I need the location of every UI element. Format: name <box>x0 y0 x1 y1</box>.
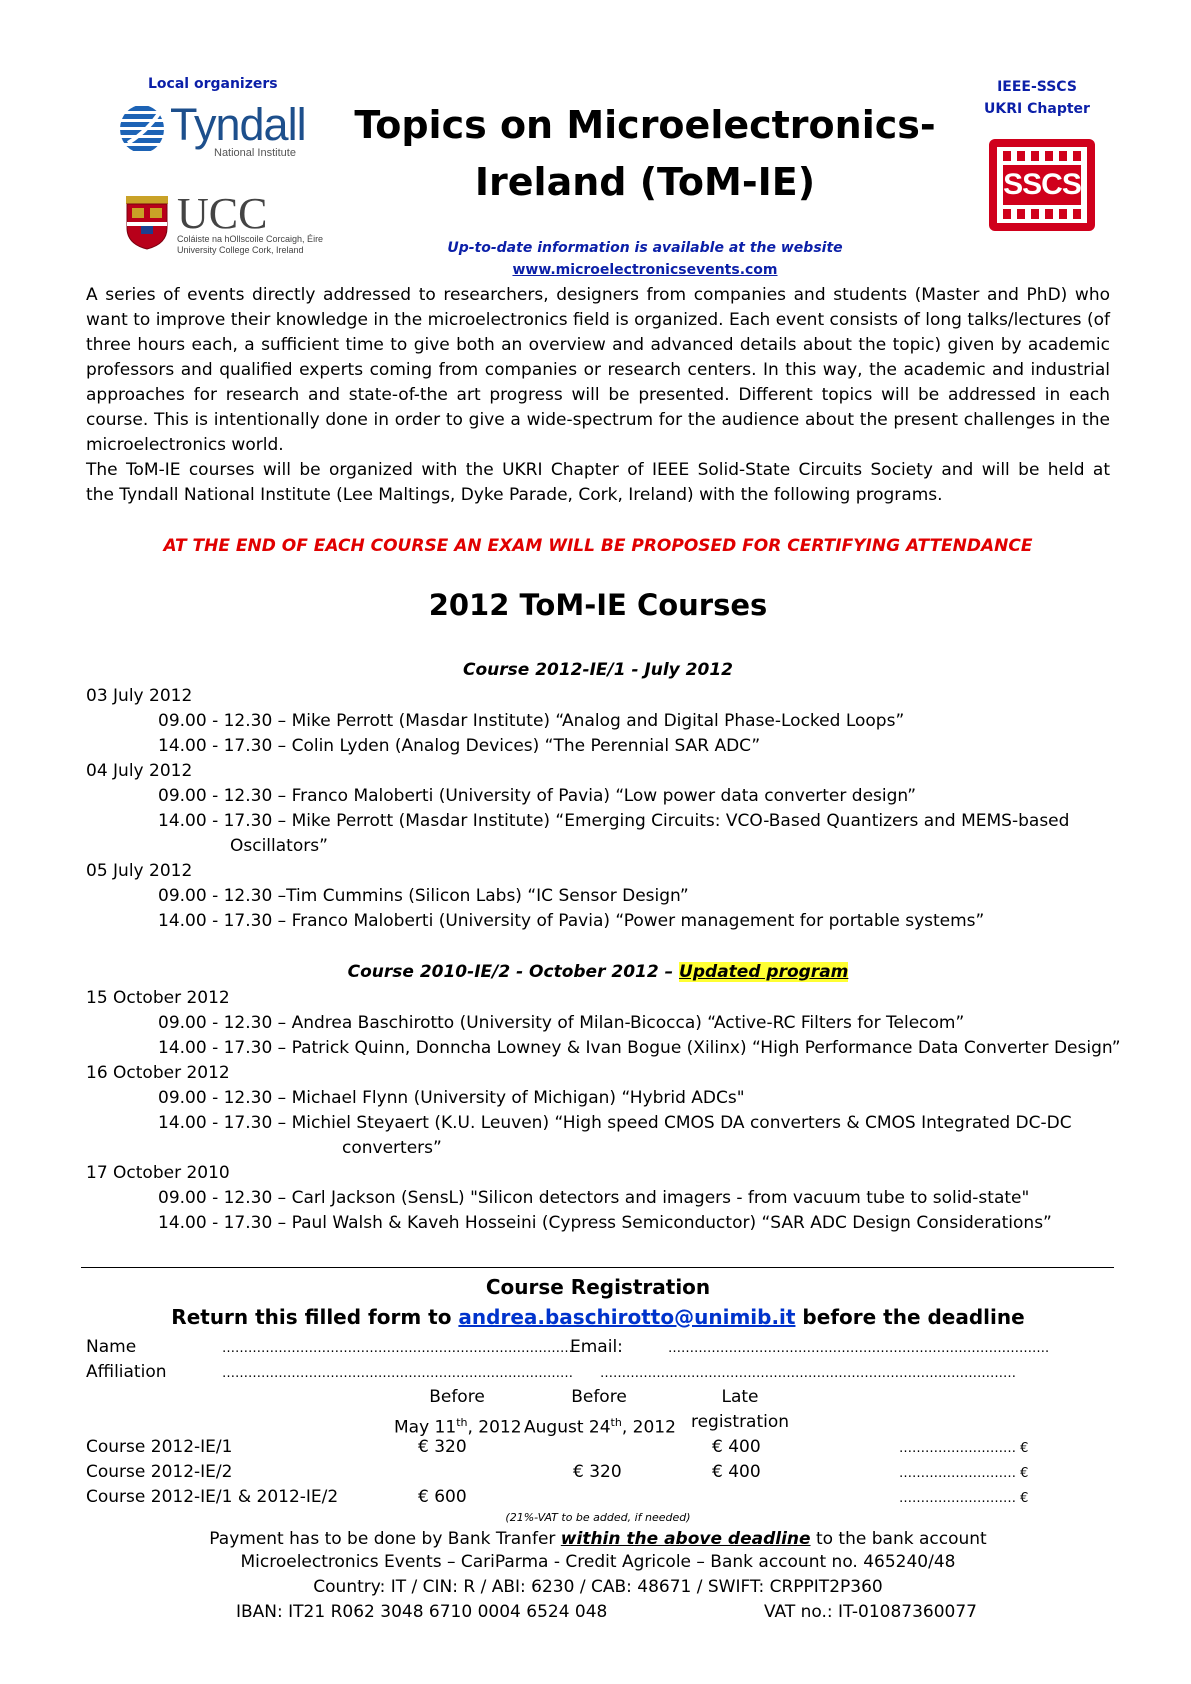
session: 09.00 - 12.30 – Andrea Baschirotto (University of Milan-Bicocca) “Active-RC Filters for Telecom” <box>158 1013 965 1033</box>
intro-line: course. This is intentionally done in order to give a wide-spectrum for the audience about the present challenges in the <box>86 410 1110 430</box>
divider <box>81 1267 1114 1268</box>
updated-program-highlight: Updated program <box>679 962 849 982</box>
session: 09.00 - 12.30 – Carl Jackson (SensL) "Silicon detectors and imagers - from vacuum tube to solid-state" <box>158 1188 1030 1208</box>
return-text: Return this filled form to <box>171 1305 459 1329</box>
intro-line: The ToM-IE courses will be organized with the UKRI Chapter of IEEE Solid-State Circuits Society and will be held at <box>86 460 1110 480</box>
session-continuation: converters” <box>342 1138 442 1158</box>
col-before-august-label <box>524 1385 674 1441</box>
course2-schedule <box>86 986 1126 1236</box>
intro-line: approaches for research and state-of-the art progress will be presented. Different topics will be addressed in each <box>86 385 1110 405</box>
tyndall-wordmark: Tyndall <box>170 99 306 150</box>
email-field[interactable]: ……………………………………………………………………………. <box>668 1341 1050 1356</box>
fee-row-label: Course 2012-IE/1 <box>86 1437 233 1457</box>
fee-total-field[interactable]: ……………………… € <box>899 1441 1029 1456</box>
date-year: , 2012 <box>621 1417 676 1438</box>
fee-row <box>86 1460 1116 1485</box>
course1-heading: Course 2012-IE/1 - July 2012 <box>462 660 734 680</box>
session: 14.00 - 17.30 – Colin Lyden (Analog Devices) “The Perennial SAR ADC” <box>158 736 761 756</box>
intro-line: the Tyndall National Institute (Lee Maltings, Dyke Parade, Cork, Ireland) with the following programs. <box>86 485 943 505</box>
session: 14.00 - 17.30 – Paul Walsh & Kaveh Hosseini (Cypress Semiconductor) “SAR ADC Design Considerations” <box>158 1213 1052 1233</box>
day-date: 04 July 2012 <box>86 761 193 781</box>
course2-heading <box>86 962 1110 982</box>
name-label: Name <box>86 1337 137 1357</box>
session: 09.00 - 12.30 – Franco Maloberti (University of Pavia) “Low power data converter design” <box>158 786 917 806</box>
ieee-line-2: UKRI Chapter <box>984 101 1090 117</box>
session: 14.00 - 17.30 – Mike Perrott (Masdar Institute) “Emerging Circuits: VCO-Based Quantizers and MEMS-based <box>158 811 1070 831</box>
session: 09.00 - 12.30 –Tim Cummins (Silicon Labs) “IC Sensor Design” <box>158 886 689 906</box>
date-sup: th <box>610 1416 622 1429</box>
intro-line: microelectronics world. <box>86 435 284 455</box>
name-field[interactable]: ……………………………………………………………………… <box>222 1341 573 1356</box>
fee-row-label: Course 2012-IE/1 & 2012-IE/2 <box>86 1487 339 1507</box>
payment-text-a: Payment has to be done by Bank Tranfer <box>209 1529 561 1549</box>
col-label-line: registration <box>690 1412 790 1432</box>
ucc-subtitle-irish: Coláiste na hOllscoile Corcaigh, Éire <box>177 234 324 244</box>
bank-vat: VAT no.: IT-01087360077 <box>764 1602 977 1620</box>
intro-line: three hours each, a sufficient time to give both an overview and advanced details about the topic) given by academic <box>86 335 1110 355</box>
ucc-crest-icon <box>124 194 170 250</box>
payment-deadline: within the above deadline <box>560 1529 811 1549</box>
page-title <box>340 97 950 211</box>
fee-row-label: Course 2012-IE/2 <box>86 1462 233 1482</box>
date-text: May 11 <box>394 1417 457 1438</box>
affiliation-field[interactable]: ……………………………………………………………………… <box>222 1366 573 1381</box>
course2-heading-text: Course 2010-IE/2 - October 2012 – <box>347 962 680 982</box>
fee-early: € 320 <box>418 1437 467 1457</box>
day-date: 03 July 2012 <box>86 686 193 706</box>
session: 09.00 - 12.30 – Mike Perrott (Masdar Institute) “Analog and Digital Phase-Locked Loops” <box>158 711 905 731</box>
ieee-sscs-label <box>982 76 1092 120</box>
intro-paragraph <box>86 283 1110 508</box>
col-label-line: Before <box>571 1387 627 1407</box>
col-label-line: Late <box>721 1387 759 1407</box>
fee-late: € 400 <box>712 1437 761 1457</box>
registration-email-link[interactable]: andrea.baschirotto@unimib.it <box>458 1305 796 1329</box>
sscs-logo-text: SSCS <box>1003 168 1081 201</box>
title-line-2: Ireland (ToM-IE) <box>474 160 816 204</box>
session: 09.00 - 12.30 – Michael Flynn (University of Michigan) “Hybrid ADCs" <box>158 1088 745 1108</box>
fee-late: € 400 <box>712 1462 761 1482</box>
day-date: 17 October 2010 <box>86 1163 230 1183</box>
intro-line: want to improve their knowledge in the microelectronics field is organized. Each event consists of long talks/lectures (of <box>86 310 1110 330</box>
session-continuation: Oscillators” <box>230 836 328 856</box>
registration-title: Course Registration <box>485 1275 711 1299</box>
tyndall-subtitle: National Institute <box>214 147 296 159</box>
website-info-text: Up-to-date information is available at the website <box>447 240 843 256</box>
date-text: August 24 <box>524 1417 611 1438</box>
day-date: 16 October 2012 <box>86 1063 230 1083</box>
ucc-logo <box>124 189 324 255</box>
sscs-logo <box>989 139 1095 231</box>
affiliation-field-2[interactable]: …………………………………………………………………………………… <box>600 1366 1016 1381</box>
ucc-wordmark: UCC <box>177 189 268 238</box>
bank-line-1: Microelectronics Events – CariParma - Credit Agricole – Bank account no. 465240/48 <box>240 1552 956 1572</box>
day-date: 15 October 2012 <box>86 988 230 1008</box>
deadline-text: before the deadline <box>795 1305 1025 1329</box>
fee-total-field[interactable]: ……………………… € <box>899 1466 1029 1481</box>
vat-note: (21%-VAT to be added, if needed) <box>505 1511 691 1524</box>
email-label: Email: <box>570 1337 623 1357</box>
fee-row <box>86 1435 1116 1460</box>
course1-schedule <box>86 684 1126 934</box>
affiliation-label: Affiliation <box>86 1362 167 1382</box>
intro-line: A series of events directly addressed to researchers, designers from companies and students (Master and PhD) who <box>86 285 1110 305</box>
col-before-may-label <box>394 1385 520 1441</box>
bank-iban: IBAN: IT21 R062 3048 6710 0004 6524 048 <box>236 1602 608 1620</box>
date-sup: th <box>456 1416 468 1429</box>
date-year: , 2012 <box>467 1417 522 1438</box>
day-date: 05 July 2012 <box>86 861 193 881</box>
courses-title: 2012 ToM-IE Courses <box>428 588 768 622</box>
bank-line-2: Country: IT / CIN: R / ABI: 6230 / CAB: 48671 / SWIFT: CRPPIT2P360 <box>313 1577 883 1597</box>
session: 14.00 - 17.30 – Patrick Quinn, Donncha Lowney & Ivan Bogue (Xilinx) “High Performance Data Converter Design” <box>158 1038 1121 1058</box>
fee-mid: € 320 <box>573 1462 622 1482</box>
session: 14.00 - 17.30 – Michiel Steyaert (K.U. Leuven) “High speed CMOS DA converters & CMOS Integrated DC-DC <box>158 1113 1072 1133</box>
registration-instructions <box>86 1305 1110 1329</box>
col-label-line: Before <box>429 1387 485 1407</box>
local-organizers-label: Local organizers <box>148 76 278 92</box>
fee-early: € 600 <box>418 1487 467 1507</box>
website-link[interactable]: www.microelectronicsevents.com <box>512 262 778 278</box>
payment-text <box>86 1527 1110 1552</box>
session: 14.00 - 17.30 – Franco Maloberti (University of Pavia) “Power management for portable systems” <box>158 911 985 931</box>
fee-table <box>86 1435 1116 1510</box>
fee-row <box>86 1485 1116 1510</box>
tyndall-logo <box>118 99 308 163</box>
intro-line: professors and qualified experts coming from companies or research centers. In this way, the academic and industrial <box>86 360 1110 380</box>
title-line-1: Topics on Microelectronics- <box>354 103 936 147</box>
fee-total-field[interactable]: ……………………… € <box>899 1491 1029 1506</box>
ucc-subtitle-english: University College Cork, Ireland <box>177 245 304 255</box>
payment-text-c: to the bank account <box>810 1529 987 1549</box>
tyndall-globe-icon <box>118 103 166 159</box>
ieee-line-1: IEEE-SSCS <box>997 79 1077 95</box>
exam-notice: AT THE END OF EACH COURSE AN EXAM WILL BE PROPOSED FOR CERTIFYING ATTENDANCE <box>163 536 1033 556</box>
col-late-label <box>680 1385 800 1435</box>
